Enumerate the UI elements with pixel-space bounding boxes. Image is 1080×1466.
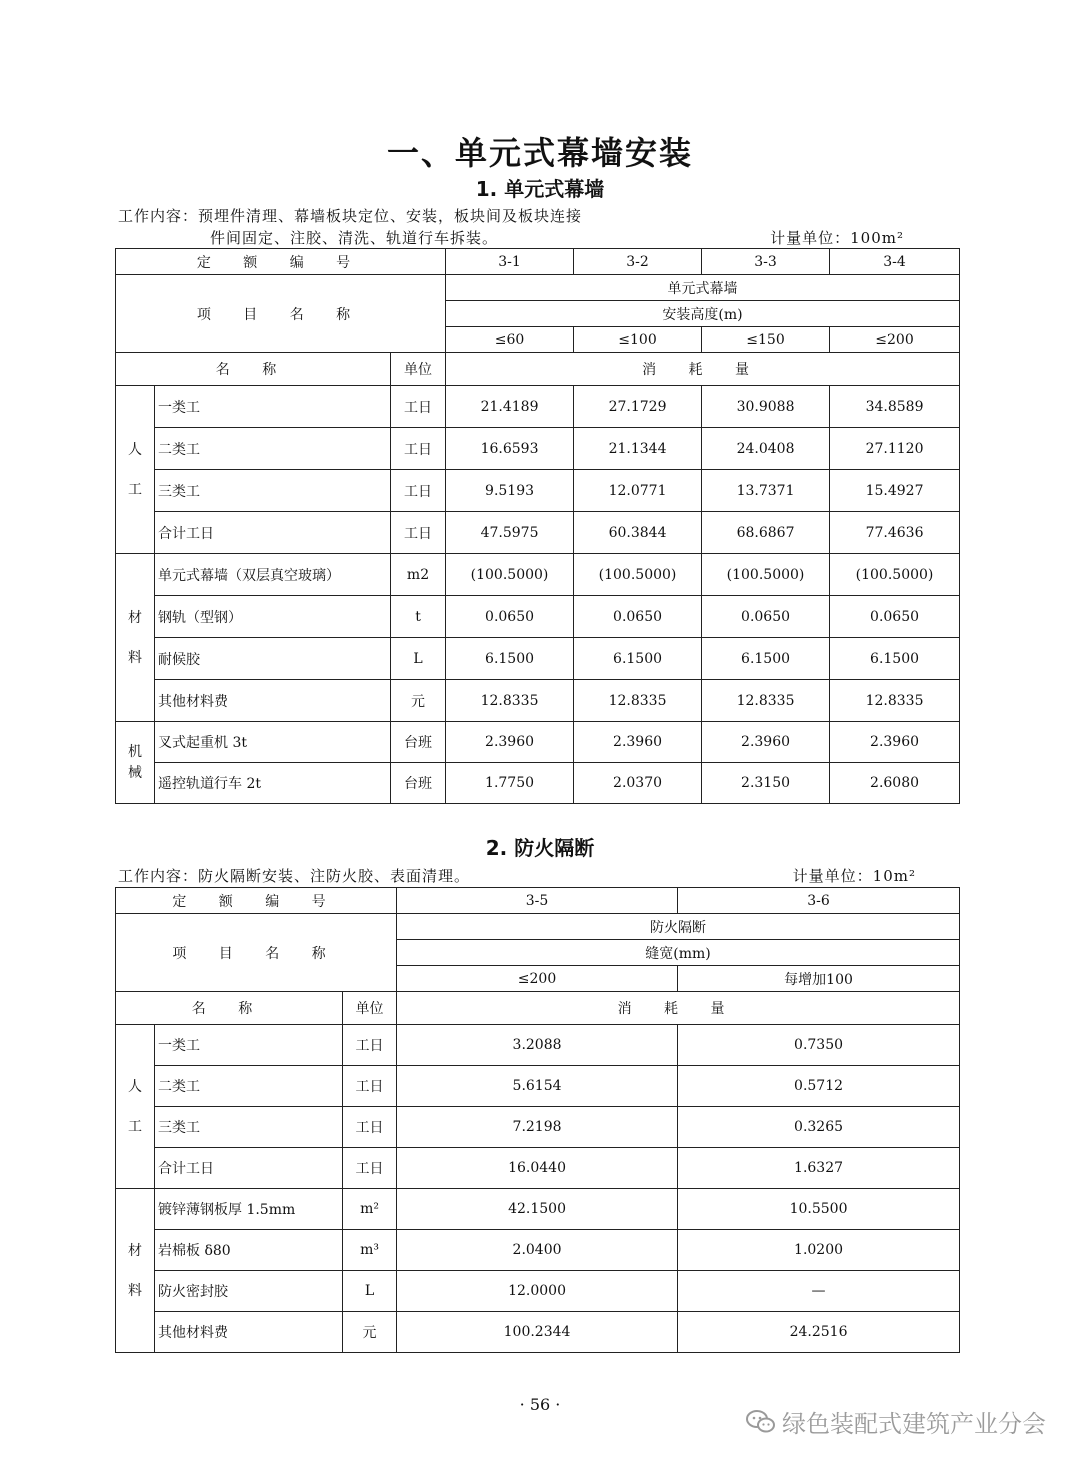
- row-name: 三类工: [155, 1107, 343, 1148]
- value-cell: 16.6593: [446, 428, 574, 470]
- section2-unit: 计量单位：10m²: [792, 867, 916, 885]
- value-cell: 34.8589: [830, 386, 960, 428]
- row-unit: m²: [343, 1189, 397, 1230]
- value-cell: 12.8335: [830, 680, 960, 722]
- value-cell: 2.0370: [574, 763, 702, 804]
- param-cell: ≤200: [397, 966, 678, 992]
- watermark: [746, 1404, 1046, 1439]
- group-label-labor: 人 工: [116, 1025, 155, 1189]
- col-qty-header: 消 耗 量: [446, 353, 960, 386]
- page-title: 一、单元式幕墙安装: [386, 134, 693, 172]
- value-cell: 2.0400: [397, 1230, 678, 1271]
- row-unit: m³: [343, 1230, 397, 1271]
- page-number: · 56 ·: [519, 1395, 561, 1414]
- param-cell: 每增加100: [678, 966, 960, 992]
- row-name: 一类工: [155, 386, 391, 428]
- code-cell: 3-1: [446, 249, 574, 275]
- value-cell: 100.2344: [397, 1312, 678, 1353]
- value-cell: 0.0650: [702, 596, 830, 638]
- code-cell: 3-4: [830, 249, 960, 275]
- value-cell: 5.6154: [397, 1066, 678, 1107]
- value-cell: 77.4636: [830, 512, 960, 554]
- value-cell: 0.5712: [678, 1066, 960, 1107]
- value-cell: 24.2516: [678, 1312, 960, 1353]
- row-unit: 台班: [391, 763, 446, 804]
- row-unit: 工日: [343, 1066, 397, 1107]
- value-cell: 16.0440: [397, 1148, 678, 1189]
- section1-work-content-line2: 件间固定、注胶、清洗、轨道行车拆装。: [210, 229, 499, 247]
- section1-unit: 计量单位：100m²: [770, 229, 904, 247]
- value-cell: 10.5500: [678, 1189, 960, 1230]
- col-name-header: 名 称: [116, 992, 343, 1025]
- col-unit-header: 单位: [343, 992, 397, 1025]
- value-cell: 30.9088: [702, 386, 830, 428]
- value-cell: 21.1344: [574, 428, 702, 470]
- item-name: 防火隔断: [397, 914, 960, 940]
- value-cell: 0.0650: [830, 596, 960, 638]
- row-unit: 工日: [343, 1025, 397, 1066]
- value-cell: 2.3960: [702, 722, 830, 763]
- section1-work-content-line1: 工作内容：预埋件清理、幕墙板块定位、安装，板块间及板块连接: [118, 207, 583, 225]
- row-name: 钢轨（型钢）: [155, 596, 391, 638]
- value-cell: 2.3150: [702, 763, 830, 804]
- row-name: 镀锌薄钢板厚 1.5mm: [155, 1189, 343, 1230]
- group-label-machinery: 机 械: [116, 722, 155, 804]
- value-cell: 2.3960: [830, 722, 960, 763]
- row-unit: 工日: [391, 512, 446, 554]
- value-cell: (100.5000): [574, 554, 702, 596]
- section1-subtitle: 1. 单元式幕墙: [475, 177, 605, 201]
- value-cell: 12.0771: [574, 470, 702, 512]
- param-cell: ≤150: [702, 327, 830, 353]
- row-unit: m2: [391, 554, 446, 596]
- col-qty-header: 消 耗 量: [397, 992, 960, 1025]
- row-unit: 工日: [343, 1148, 397, 1189]
- value-cell: 7.2198: [397, 1107, 678, 1148]
- row-name: 单元式幕墙（双层真空玻璃）: [155, 554, 391, 596]
- value-cell: 9.5193: [446, 470, 574, 512]
- param-cell: ≤100: [574, 327, 702, 353]
- code-cell: 3-6: [678, 888, 960, 914]
- param-cell: ≤60: [446, 327, 574, 353]
- section1-table: [115, 248, 960, 804]
- param-name: 安装高度(m): [446, 301, 960, 327]
- row-unit: 元: [343, 1312, 397, 1353]
- value-cell: 1.7750: [446, 763, 574, 804]
- value-cell: 2.3960: [574, 722, 702, 763]
- value-cell: 2.6080: [830, 763, 960, 804]
- value-cell: 1.6327: [678, 1148, 960, 1189]
- code-label: 定 额 编 号: [116, 888, 397, 914]
- value-cell: 15.4927: [830, 470, 960, 512]
- row-unit: 元: [391, 680, 446, 722]
- item-label: 项 目 名 称: [116, 914, 397, 992]
- value-cell: 12.8335: [702, 680, 830, 722]
- row-name: 岩棉板 δ80: [155, 1230, 343, 1271]
- value-cell: 42.1500: [397, 1189, 678, 1230]
- row-name: 合计工日: [155, 1148, 343, 1189]
- value-cell: 0.0650: [574, 596, 702, 638]
- value-cell: 12.0000: [397, 1271, 678, 1312]
- row-name: 遥控轨道行车 2t: [155, 763, 391, 804]
- value-cell: 6.1500: [446, 638, 574, 680]
- code-cell: 3-2: [574, 249, 702, 275]
- code-cell: 3-5: [397, 888, 678, 914]
- value-cell: 12.8335: [574, 680, 702, 722]
- value-cell: 3.2088: [397, 1025, 678, 1066]
- group-label-materials: 材 料: [116, 554, 155, 722]
- row-name: 耐候胶: [155, 638, 391, 680]
- value-cell: 6.1500: [574, 638, 702, 680]
- row-name: 防火密封胶: [155, 1271, 343, 1312]
- value-cell: 27.1120: [830, 428, 960, 470]
- value-cell: (100.5000): [830, 554, 960, 596]
- value-cell: 6.1500: [702, 638, 830, 680]
- watermark-text: 绿色装配式建筑产业分会: [782, 1410, 1046, 1438]
- value-cell: 0.3265: [678, 1107, 960, 1148]
- wechat-icon: [746, 1409, 776, 1435]
- value-cell: 1.0200: [678, 1230, 960, 1271]
- row-name: 合计工日: [155, 512, 391, 554]
- param-name: 缝宽(mm): [397, 940, 960, 966]
- value-cell: 0.0650: [446, 596, 574, 638]
- row-name: 二类工: [155, 1066, 343, 1107]
- code-cell: 3-3: [702, 249, 830, 275]
- value-cell: 21.4189: [446, 386, 574, 428]
- value-cell: (100.5000): [446, 554, 574, 596]
- value-cell: 6.1500: [830, 638, 960, 680]
- col-name-header: 名 称: [116, 353, 391, 386]
- col-unit-header: 单位: [391, 353, 446, 386]
- group-label-materials: 材 料: [116, 1189, 155, 1353]
- value-cell: (100.5000): [702, 554, 830, 596]
- item-label: 项 目 名 称: [116, 275, 446, 353]
- row-name: 二类工: [155, 428, 391, 470]
- row-unit: t: [391, 596, 446, 638]
- row-name: 一类工: [155, 1025, 343, 1066]
- row-name: 叉式起重机 3t: [155, 722, 391, 763]
- row-unit: 台班: [391, 722, 446, 763]
- section2-table: [115, 887, 960, 1353]
- row-unit: L: [391, 638, 446, 680]
- row-unit: 工日: [391, 428, 446, 470]
- value-cell: 47.5975: [446, 512, 574, 554]
- value-cell: 27.1729: [574, 386, 702, 428]
- row-name: 其他材料费: [155, 680, 391, 722]
- value-cell: 68.6867: [702, 512, 830, 554]
- section2-subtitle: 2. 防火隔断: [485, 836, 595, 860]
- row-unit: L: [343, 1271, 397, 1312]
- value-cell: 0.7350: [678, 1025, 960, 1066]
- row-name: 三类工: [155, 470, 391, 512]
- param-cell: ≤200: [830, 327, 960, 353]
- row-unit: 工日: [391, 386, 446, 428]
- value-cell: —: [678, 1271, 960, 1312]
- row-unit: 工日: [391, 470, 446, 512]
- value-cell: 13.7371: [702, 470, 830, 512]
- group-label-labor: 人 工: [116, 386, 155, 554]
- value-cell: 24.0408: [702, 428, 830, 470]
- row-name: 其他材料费: [155, 1312, 343, 1353]
- value-cell: 12.8335: [446, 680, 574, 722]
- row-unit: 工日: [343, 1107, 397, 1148]
- value-cell: 60.3844: [574, 512, 702, 554]
- code-label: 定 额 编 号: [116, 249, 446, 275]
- value-cell: 2.3960: [446, 722, 574, 763]
- item-name: 单元式幕墙: [446, 275, 960, 301]
- section2-work-content: 工作内容：防火隔断安装、注防火胶、表面清理。: [118, 867, 471, 885]
